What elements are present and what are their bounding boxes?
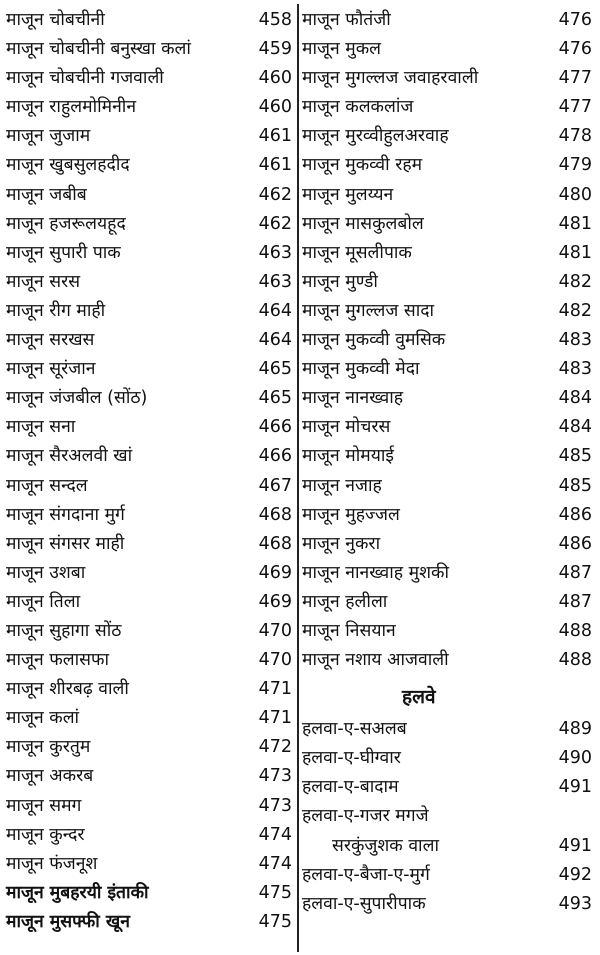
entry-page-number: 484 xyxy=(558,417,592,438)
entry-page-number: 461 xyxy=(258,155,292,176)
entry-title: माजून सरस xyxy=(6,271,81,292)
index-entry xyxy=(6,646,292,675)
entry-title: माजून निसयान xyxy=(302,620,396,641)
entry-page-number: 469 xyxy=(258,562,292,583)
entry-page-number: 485 xyxy=(558,446,592,467)
entry-title: हलवा-ए-सअलब xyxy=(302,719,407,740)
index-entry xyxy=(6,35,292,64)
index-entry xyxy=(6,413,292,442)
index-entry xyxy=(302,413,592,442)
index-entry xyxy=(302,64,592,93)
entry-title: माजून मुकव्वी रहम xyxy=(302,155,423,176)
index-entry xyxy=(302,326,592,355)
index-entry xyxy=(6,472,292,501)
entry-title: माजून जंजबील (सोंठ) xyxy=(6,388,148,409)
entry-page-number: 462 xyxy=(258,184,292,205)
entry-title: माजून संगसर माही xyxy=(6,533,125,554)
index-entry xyxy=(6,762,292,791)
entry-page-number: 491 xyxy=(558,777,592,798)
index-entry xyxy=(6,64,292,93)
entry-title: माजून नजाह xyxy=(302,475,382,496)
entry-page-number: 473 xyxy=(258,766,292,787)
entry-page-number: 474 xyxy=(258,853,292,874)
entry-title: माजून नानख्वाह मुशकी xyxy=(302,562,449,583)
index-entry xyxy=(6,821,292,850)
index-entry xyxy=(302,890,592,919)
entry-page-number: 478 xyxy=(558,126,592,147)
entry-title: माजून फौतंजी xyxy=(302,10,391,30)
index-entry xyxy=(302,93,592,122)
entry-page-number: 468 xyxy=(258,504,292,525)
entry-title: माजून मोमयाई xyxy=(302,446,394,467)
entry-page-number: 486 xyxy=(558,533,592,554)
index-entry xyxy=(302,384,592,413)
index-entry xyxy=(6,733,292,762)
index-entry xyxy=(302,210,592,239)
entry-page-number: 485 xyxy=(558,475,592,496)
index-entry xyxy=(6,355,292,384)
index-entry xyxy=(6,297,292,326)
entry-title: माजून मुसफ्फी खून xyxy=(6,911,130,932)
entry-page-number: 463 xyxy=(258,271,292,292)
index-entry xyxy=(302,588,592,617)
index-entry xyxy=(302,472,592,501)
column-divider xyxy=(297,4,299,952)
entry-title: हलवा-ए-बैजा-ए-मुर्ग xyxy=(302,864,430,885)
index-entry xyxy=(6,326,292,355)
index-entry xyxy=(6,704,292,733)
entry-title: माजून फंजनूश xyxy=(6,853,98,874)
entry-title: माजून रीग माही xyxy=(6,300,106,321)
entry-page-number: 466 xyxy=(258,417,292,438)
entry-title: माजून मुरव्वीहुलअरवाह xyxy=(302,126,449,147)
entry-page-number: 464 xyxy=(258,330,292,351)
entry-title: माजून सैरअलवी खां xyxy=(6,446,133,467)
index-entry xyxy=(302,773,592,802)
entry-title: माजून हलीला xyxy=(302,591,388,612)
entry-page-number: 492 xyxy=(558,864,592,885)
index-entry xyxy=(302,715,592,744)
entry-page-number: 487 xyxy=(558,562,592,583)
entry-page-number: 491 xyxy=(558,835,592,856)
entry-page-number: 470 xyxy=(258,620,292,641)
entry-page-number: 474 xyxy=(258,824,292,845)
entry-page-number: 470 xyxy=(258,650,292,671)
index-entry xyxy=(6,559,292,588)
entry-title: माजून सना xyxy=(6,417,76,438)
entry-page-number: 477 xyxy=(558,68,592,89)
entry-title: माजून चोबचीनी बनुस्खा कलां xyxy=(6,39,191,60)
majun-entries-continued xyxy=(302,6,592,675)
entry-page-number: 465 xyxy=(258,388,292,409)
entry-title: माजून सुहागा सोंठ xyxy=(6,620,122,641)
index-entry xyxy=(6,442,292,471)
index-entry xyxy=(6,181,292,210)
entry-page-number: 488 xyxy=(558,620,592,641)
entry-title: माजून नानख्वाह xyxy=(302,388,404,409)
entry-title: हलवा-ए-घीग्वार xyxy=(302,748,401,769)
entry-title: माजून उशबा xyxy=(6,562,86,583)
index-entry xyxy=(302,122,592,151)
entry-page-number: 477 xyxy=(558,97,592,118)
index-entry xyxy=(6,588,292,617)
index-entry xyxy=(6,122,292,151)
entry-title: माजून फलासफा xyxy=(6,650,110,671)
entry-page-number: 473 xyxy=(258,795,292,816)
index-entry xyxy=(302,559,592,588)
entry-page-number: 468 xyxy=(258,533,292,554)
index-entry xyxy=(6,908,292,937)
index-entry xyxy=(302,617,592,646)
entry-title: हलवा-ए-सुपारीपाक xyxy=(302,893,426,914)
entry-page-number: 467 xyxy=(258,475,292,496)
entry-title: माजून तिला xyxy=(6,591,81,612)
index-entry xyxy=(6,93,292,122)
entry-title: माजून समग xyxy=(6,795,82,816)
entry-title: माजून मोचरस xyxy=(302,417,391,438)
index-entry xyxy=(302,832,592,861)
entry-page-number: 481 xyxy=(558,213,592,234)
entry-title: माजून मुबहरयी इंताकी xyxy=(6,882,149,903)
entry-page-number: 482 xyxy=(558,271,592,292)
index-entry xyxy=(302,442,592,471)
entry-page-number: 486 xyxy=(558,504,592,525)
entry-title: माजून जबीब xyxy=(6,184,87,205)
index-entry xyxy=(302,646,592,675)
entry-page-number: 480 xyxy=(558,184,592,205)
entry-page-number: 462 xyxy=(258,213,292,234)
entry-title: माजून खुबसुलहदीद xyxy=(6,155,130,176)
index-entry xyxy=(6,792,292,821)
index-entry xyxy=(6,850,292,879)
entry-page-number: 481 xyxy=(558,242,592,263)
entry-title: माजून अकरब xyxy=(6,766,94,787)
entry-page-number: 483 xyxy=(558,330,592,351)
entry-title: माजून कुन्दर xyxy=(6,824,85,845)
index-entry xyxy=(302,297,592,326)
entry-page-number: 469 xyxy=(258,591,292,612)
entry-title: माजून जुजाम xyxy=(6,126,91,147)
entry-title: माजून मुलय्यन xyxy=(302,184,394,205)
entry-page-number: 490 xyxy=(558,748,592,769)
index-entry xyxy=(302,802,592,831)
index-entry xyxy=(302,239,592,268)
index-entry xyxy=(302,501,592,530)
entry-title: माजून सुपारी पाक xyxy=(6,242,121,263)
index-entry xyxy=(302,35,592,64)
entry-title: माजून संगदाना मुर्ग xyxy=(6,504,125,525)
index-entry xyxy=(6,675,292,704)
index-entry xyxy=(302,181,592,210)
entry-title: हलवा-ए-गजर मगजे xyxy=(302,806,429,827)
index-entry xyxy=(302,6,592,35)
entry-title: माजून कुरतुम xyxy=(6,737,91,758)
entry-page-number: 483 xyxy=(558,359,592,380)
entry-page-number: 458 xyxy=(258,10,292,30)
entry-page-number: 479 xyxy=(558,155,592,176)
entry-title: माजून नुकरा xyxy=(302,533,381,554)
entry-title: माजून हजरूलयहूद xyxy=(6,213,126,234)
index-entry xyxy=(6,617,292,646)
entry-title: माजून शीरबढ़ वाली xyxy=(6,679,129,700)
entry-page-number: 482 xyxy=(558,300,592,321)
entry-page-number: 466 xyxy=(258,446,292,467)
entry-page-number: 475 xyxy=(258,911,292,932)
entry-title: माजून मुण्डी xyxy=(302,271,378,292)
entry-title: माजून मासकुलबोल xyxy=(302,213,424,234)
entry-page-number: 489 xyxy=(558,719,592,740)
entry-title: माजून मुहज्जल xyxy=(302,504,400,525)
section-heading-halwe: हलवे xyxy=(402,686,436,709)
index-entry xyxy=(302,861,592,890)
index-entry xyxy=(302,355,592,384)
entry-title: माजून मुगल्लज सादा xyxy=(302,300,435,321)
entry-page-number: 488 xyxy=(558,650,592,671)
index-entry xyxy=(302,268,592,297)
left-column xyxy=(6,6,292,937)
entry-title: माजून चोबचीनी गजवाली xyxy=(6,68,164,89)
index-entry xyxy=(302,151,592,180)
entry-page-number: 464 xyxy=(258,300,292,321)
entry-title: माजून नशाय आजवाली xyxy=(302,650,449,671)
entry-page-number: 475 xyxy=(258,882,292,903)
index-entry xyxy=(6,879,292,908)
entry-page-number: 459 xyxy=(258,39,292,60)
entry-title: माजून मुकव्वी वुमसिक xyxy=(302,330,446,351)
entry-title: माजून कलां xyxy=(6,708,80,729)
right-column xyxy=(302,6,592,919)
entry-title: माजून सूरंजान xyxy=(6,359,96,380)
entry-page-number: 471 xyxy=(258,708,292,729)
index-entry xyxy=(6,268,292,297)
index-entry xyxy=(302,744,592,773)
index-entry xyxy=(302,530,592,559)
index-entry xyxy=(6,384,292,413)
entry-title: माजून चोबचीनी xyxy=(6,10,105,30)
entry-page-number: 465 xyxy=(258,359,292,380)
entry-page-number: 487 xyxy=(558,591,592,612)
halwa-entries xyxy=(302,715,592,919)
entry-page-number: 484 xyxy=(558,388,592,409)
entry-title: हलवा-ए-बादाम xyxy=(302,777,399,798)
entry-title: माजून सरखस xyxy=(6,330,95,351)
entry-title: माजून मूसलीपाक xyxy=(302,242,412,263)
entry-page-number: 476 xyxy=(558,10,592,30)
entry-title: माजून सन्दल xyxy=(6,475,88,496)
entry-page-number: 460 xyxy=(258,97,292,118)
entry-page-number: 460 xyxy=(258,68,292,89)
index-entry xyxy=(6,210,292,239)
entry-page-number: 461 xyxy=(258,126,292,147)
index-entry xyxy=(6,239,292,268)
index-entry xyxy=(6,6,292,35)
index-entry xyxy=(6,501,292,530)
index-entry xyxy=(6,151,292,180)
entry-page-number: 471 xyxy=(258,679,292,700)
entry-page-number: 472 xyxy=(258,737,292,758)
entry-title: माजून कलकलांज xyxy=(302,97,414,118)
entry-page-number: 493 xyxy=(558,893,592,914)
entry-page-number: 476 xyxy=(558,39,592,60)
entry-title: माजून मुगल्लज जवाहरवाली xyxy=(302,68,479,89)
entry-title: सरकुंजुशक वाला xyxy=(332,835,439,856)
entry-title: माजून मुकव्वी मेदा xyxy=(302,359,420,380)
index-entry xyxy=(6,530,292,559)
entry-title: माजून मुकल xyxy=(302,39,382,60)
entry-page-number: 463 xyxy=(258,242,292,263)
entry-title: माजून राहुलमोमिनीन xyxy=(6,97,137,118)
